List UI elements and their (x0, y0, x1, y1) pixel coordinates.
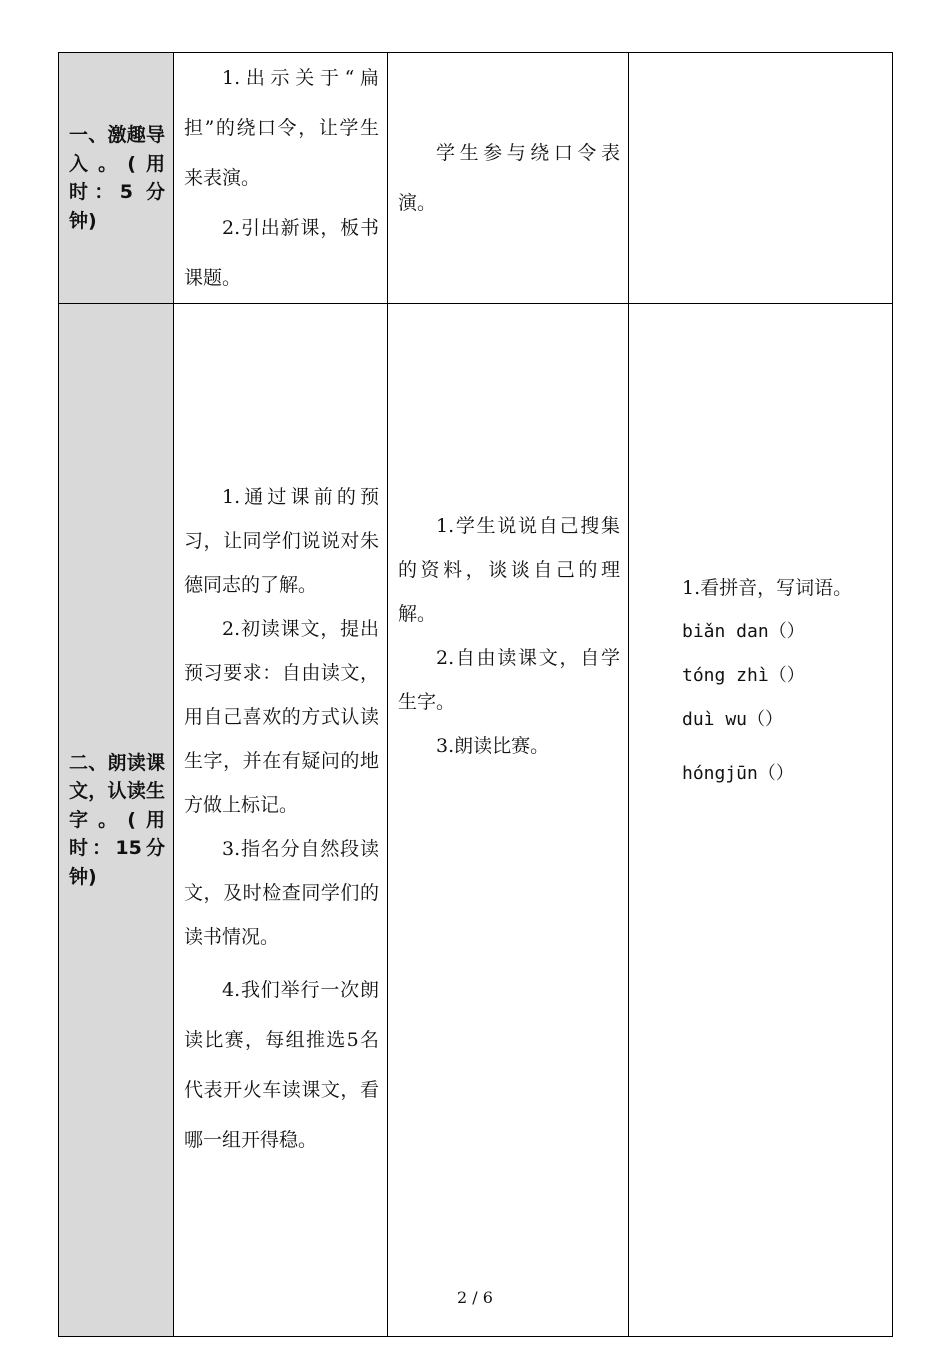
table-row (59, 53, 893, 304)
student-activity-cell (388, 304, 629, 1337)
teacher-step: 2.初读课文，提出预习要求：自由读文，用自己喜欢的方式认读生字，并在有疑问的地方做上标记。 (184, 618, 379, 816)
pinyin-item: hóngjūn（） (682, 763, 794, 784)
teacher-activity-cell (174, 304, 388, 1337)
pinyin-item: duì wu（） (682, 709, 784, 730)
student-step: 3.朗读比赛。 (436, 735, 550, 757)
teacher-step: 4.我们举行一次朗读比赛，每组推选5名代表开火车读课文，看哪一组开得稳。 (184, 979, 379, 1151)
page-number: 2 / 6 (457, 1288, 493, 1307)
table-row (59, 304, 893, 1337)
teacher-activity-cell (174, 53, 388, 304)
pinyin-item: biǎn dan（） (682, 621, 805, 642)
teacher-step: 1.通过课前的预习，让同学们说说对朱德同志的了解。 (184, 486, 379, 596)
lesson-plan-table (58, 52, 893, 1337)
student-step: 1.学生说说自己搜集的资料，谈谈自己的理解。 (398, 515, 620, 625)
exercise-cell (629, 304, 893, 1337)
teacher-step: 1.出示关于“扁担”的绕口令，让学生来表演。 (184, 67, 379, 189)
stage-cell: 一、激趣导入。(用时：5 分钟) (59, 53, 174, 304)
student-step: 学生参与绕口令表演。 (398, 142, 620, 214)
exercise-cell (629, 53, 893, 304)
student-step: 2.自由读课文，自学生字。 (398, 647, 620, 713)
pinyin-item: tóng zhì（） (682, 665, 805, 686)
teacher-step: 2.引出新课，板书课题。 (184, 217, 379, 289)
stage-cell: 二、朗读课文，认读生字。(用时：15分钟) (59, 304, 174, 1337)
exercise-title: 1.看拼音，写词语。 (682, 577, 853, 599)
teacher-step: 3.指名分自然段读文，及时检查同学们的读书情况。 (184, 838, 379, 948)
student-activity-cell (388, 53, 629, 304)
